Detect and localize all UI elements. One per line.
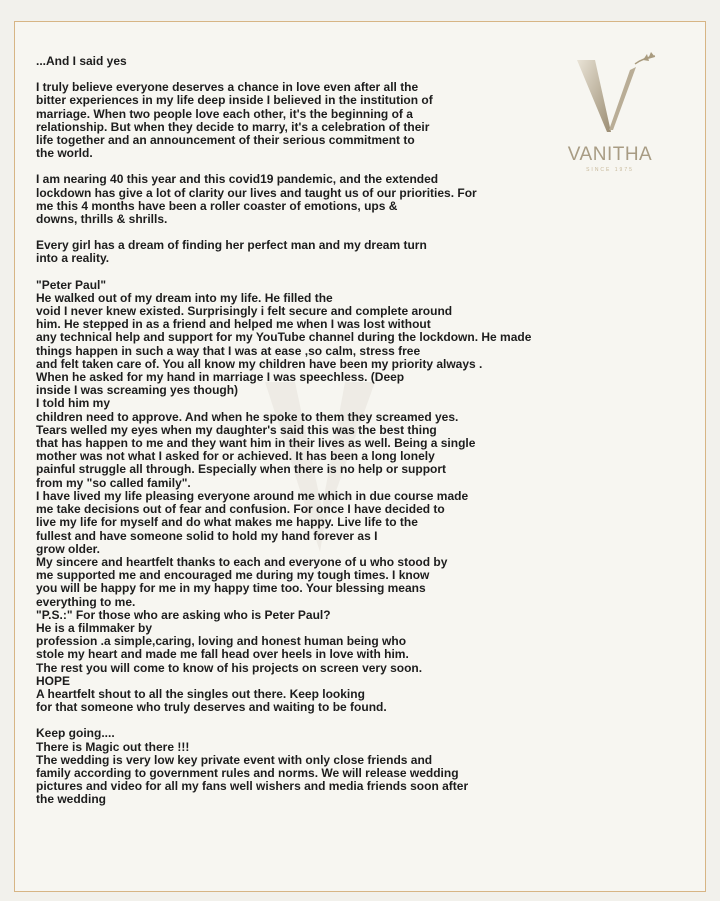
letter-paragraph: Keep going.... There is Magic out there !!! The wedding is very low key private event with only close friends and family according to government rules and norms. We will release wedding pictures and video for all my fans well wishers and media friends soon after the wedding [36,726,469,807]
logo-wordmark: VANITHA [567,144,653,165]
letter-paragraph: Every girl has a dream of finding her perfect man and my dream turn into a reality. [36,238,427,266]
letter-body [36,55,676,807]
letter-heading: ...And I said yes [36,54,127,68]
letter-paragraph: I truly believe everyone deserves a chance in love even after all the bitter experiences in my life deep inside I believed in the institution of marriage. When two people love each other, it's the beginning of a relationship. But when they decide to marry, it's a celebration of their life together and an announcement of their serious commitment to the world. [36,80,433,161]
letter-paragraph: "Peter Paul" He walked out of my dream into my life. He filled the void I never knew existed. Surprisingly i felt secure and complete around him. He stepped in as a friend and helped me when I was lost without any technical help and support for my YouTube channel during the lockdown. He made things happen in such a way that I was at ease ,so calm, stress free and felt taken care of. You all know my children have been my priority always . When he asked for my hand in marriage I was speechless. (Deep inside I was screaming yes though) I told him my children need to approve. And when he spoke to them they screamed yes. Tears welled my eyes when my daughter's said this was the best thing that has happen to me and they want him in their lives as well. Being a single mother was not what I asked for or achieved. It has been a long lonely painful struggle all through. Especially when there is no help or support from my "so called family". I have lived my life pleasing everyone around me which in due course made me take decisions out of fear and confusion. For once I have decided to live my life for myself and do what makes me happy. Live life to the fullest and have someone solid to hold my hand forever as I grow older. My sincere and heartfelt thanks to each and everyone of u who stood by me supported me and encouraged me during my tough times. I know you will be happy for me in my happy time too. Your blessing means everything to me. "P.S.:" For those who are asking who is Peter Paul? He is a filmmaker by profession .a simple,caring, loving and honest human being who stole my heart and made me fall head over heels in love with him. The rest you will come to know of his projects on screen very soon. HOPE A heartfelt shout to all the singles out there. Keep looking for that someone who truly deserves and waiting to be found. [36,277,532,715]
logo-tagline: SINCE 1975 [586,167,634,173]
letter-paragraph: I am nearing 40 this year and this covid19 pandemic, and the extended lockdown has give a lot of clarity our lives and taught us of our priorities. For me this 4 months have been a roller coaster of emotions, ups & downs, thrills & shrills. [36,172,477,227]
